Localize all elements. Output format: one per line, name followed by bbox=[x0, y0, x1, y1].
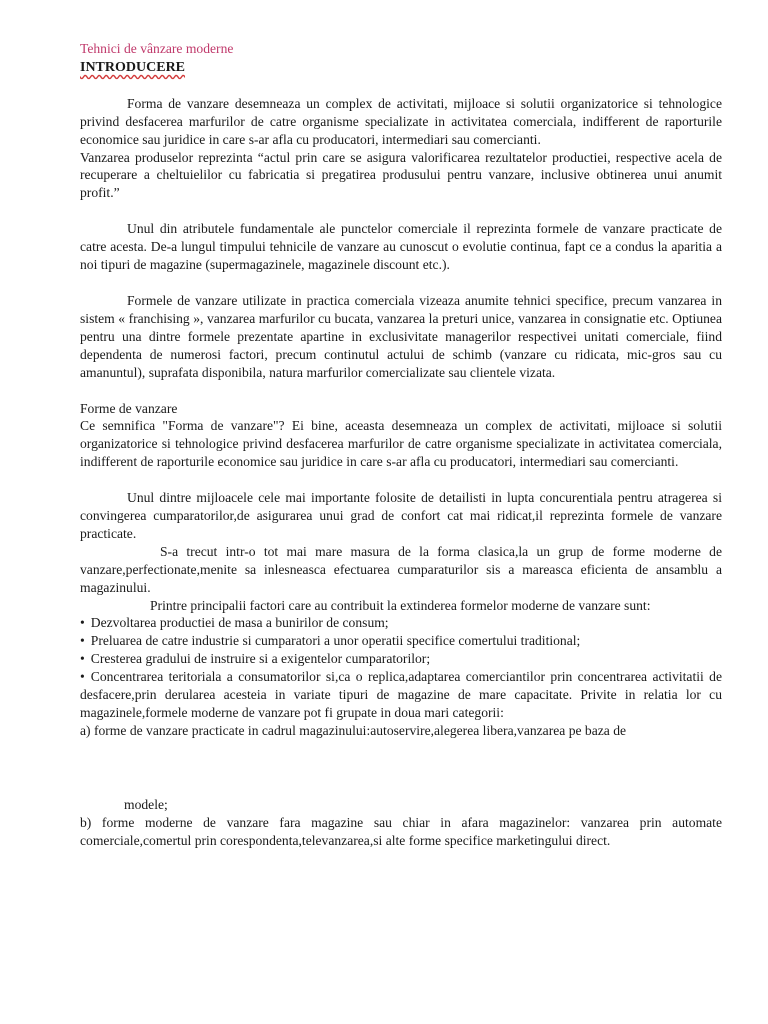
section-heading-introducere: INTRODUCERE bbox=[80, 59, 186, 75]
bullet-text: Dezvoltarea productiei de masa a bunirilor de consum; bbox=[90, 615, 389, 631]
paragraph-8: Printre principalii factori care au contribuit la extinderea formelor moderne de vanzare sunt: bbox=[150, 597, 651, 613]
bullet-icon: • bbox=[80, 633, 85, 649]
paragraph-1: Forma de vanzare desemneaza un complex de activitati, mijloace si solutii organizatorice si tehnologice privind desfacerea marfurilor de catre organisme specializate in activitatea comerciala, indifferent de raporturile economice sau juridice in care s-ar afla cu producatori, intermediari sau comercianti. bbox=[80, 95, 722, 147]
list-item-a-continuation: modele; bbox=[124, 796, 168, 812]
paragraph-4: Formele de vanzare utilizate in practica comerciala vizeaza anumite tehnici specifice, precum vanzarea in sistem « franchising », vanzarea marfurilor cu bucata, vanzarea la preturi unice, vanzarea in consignatie etc. Optiunea pentru una dintre formele prezentate apartine in exclusivitate managerilor respectivei unitati comerciale, fiind dependenta de numerosi factori, precum continutul actului de schimb (vanzare cu ridicata, mic-gros sau cu amanuntul), suprafata disponibila, natura marfurilor comercializate sau clientele vizata. bbox=[80, 292, 722, 380]
bullet-icon: • bbox=[80, 615, 85, 631]
list-item-a: a) forme de vanzare practicate in cadrul magazinului:autoservire,alegerea libera,vanzarea pe baza de bbox=[80, 722, 627, 738]
bullet-text: Cresterea gradului de instruire si a exigentelor cumparatorilor; bbox=[90, 651, 431, 667]
paragraph-6: Unul dintre mijloacele cele mai importante folosite de detailisti in lupta concurentiala pentru atragerea si convingerea cumparatorilor,de asigurarea unui grad de confort cat mai ridicat,il reprezinta formele de vanzare practicate. bbox=[80, 490, 722, 541]
section-title-forme-de-vanzare: Forme de vanzare bbox=[80, 400, 178, 416]
bullet-icon: • bbox=[80, 651, 85, 667]
bullet-text: Concentrarea teritoriala a consumatorilor si,ca o replica,adaptarea comerciantilor prin concentrarea activitatii de desfacere,prin derularea acesteia in variate tipuri de magazine de mare capacitate. Privite in relatia lor cu magazinele,formele moderne de vanzare pot fi grupate in doua mari categorii: bbox=[80, 669, 722, 720]
paragraph-5: Ce semnifica "Forma de vanzare"? Ei bine, aceasta desemneaza un complex de activitati, mijloace si solutii organizatorice si tehnologice privind desfacerea marfurilor de catre organisme specializate in activitatea comerciala, indifferent de raporturile economice sau juridice in care s-ar afla cu producatori, intermediari sau comercianti. bbox=[80, 418, 722, 470]
document-title: Tehnici de vânzare moderne bbox=[80, 41, 234, 56]
list-item-b: b) forme moderne de vanzare fara magazine sau chiar in afara magazinelor: vanzarea prin automate comerciale,comertul prin corespondenta,televanzarea,si alte forme specifice marketingului direct. bbox=[80, 814, 722, 848]
list-item bbox=[80, 668, 722, 722]
list-item bbox=[80, 632, 722, 650]
paragraph-3: Unul din atributele fundamentale ale punctelor comerciale il reprezinta formele de vanzare practicate de catre acesta. De-a lungul timpului tehnicile de vanzare au cunoscut o evolutie continua, fapt ce a condus la aparitia a noi tipuri de magazine (supermagazinele, magazinele discount etc.). bbox=[80, 221, 722, 273]
list-item bbox=[80, 650, 722, 668]
paragraph-2: Vanzarea produselor reprezinta “actul prin care se asigura valorificarea rezultatelor productiei, respective acela de recuperare a cheltuielilor cu fabricatia si pregatirea produsului pentru vanzare, inclusive obtinerea unui anumit profit.” bbox=[80, 149, 722, 201]
paragraph-7: S-a trecut intr-o tot mai mare masura de la forma clasica,la un grup de forme moderne de vanzare,perfectionate,menite sa inlesneasca efectuarea cumparaturilor sis a mareasca eficienta de ansamblu a magazinului. bbox=[80, 543, 722, 595]
bullet-icon: • bbox=[80, 669, 85, 685]
list-item bbox=[80, 614, 722, 632]
bullet-text: Preluarea de catre industrie si cumparatori a unor operatii specifice comertului traditional; bbox=[90, 633, 581, 649]
